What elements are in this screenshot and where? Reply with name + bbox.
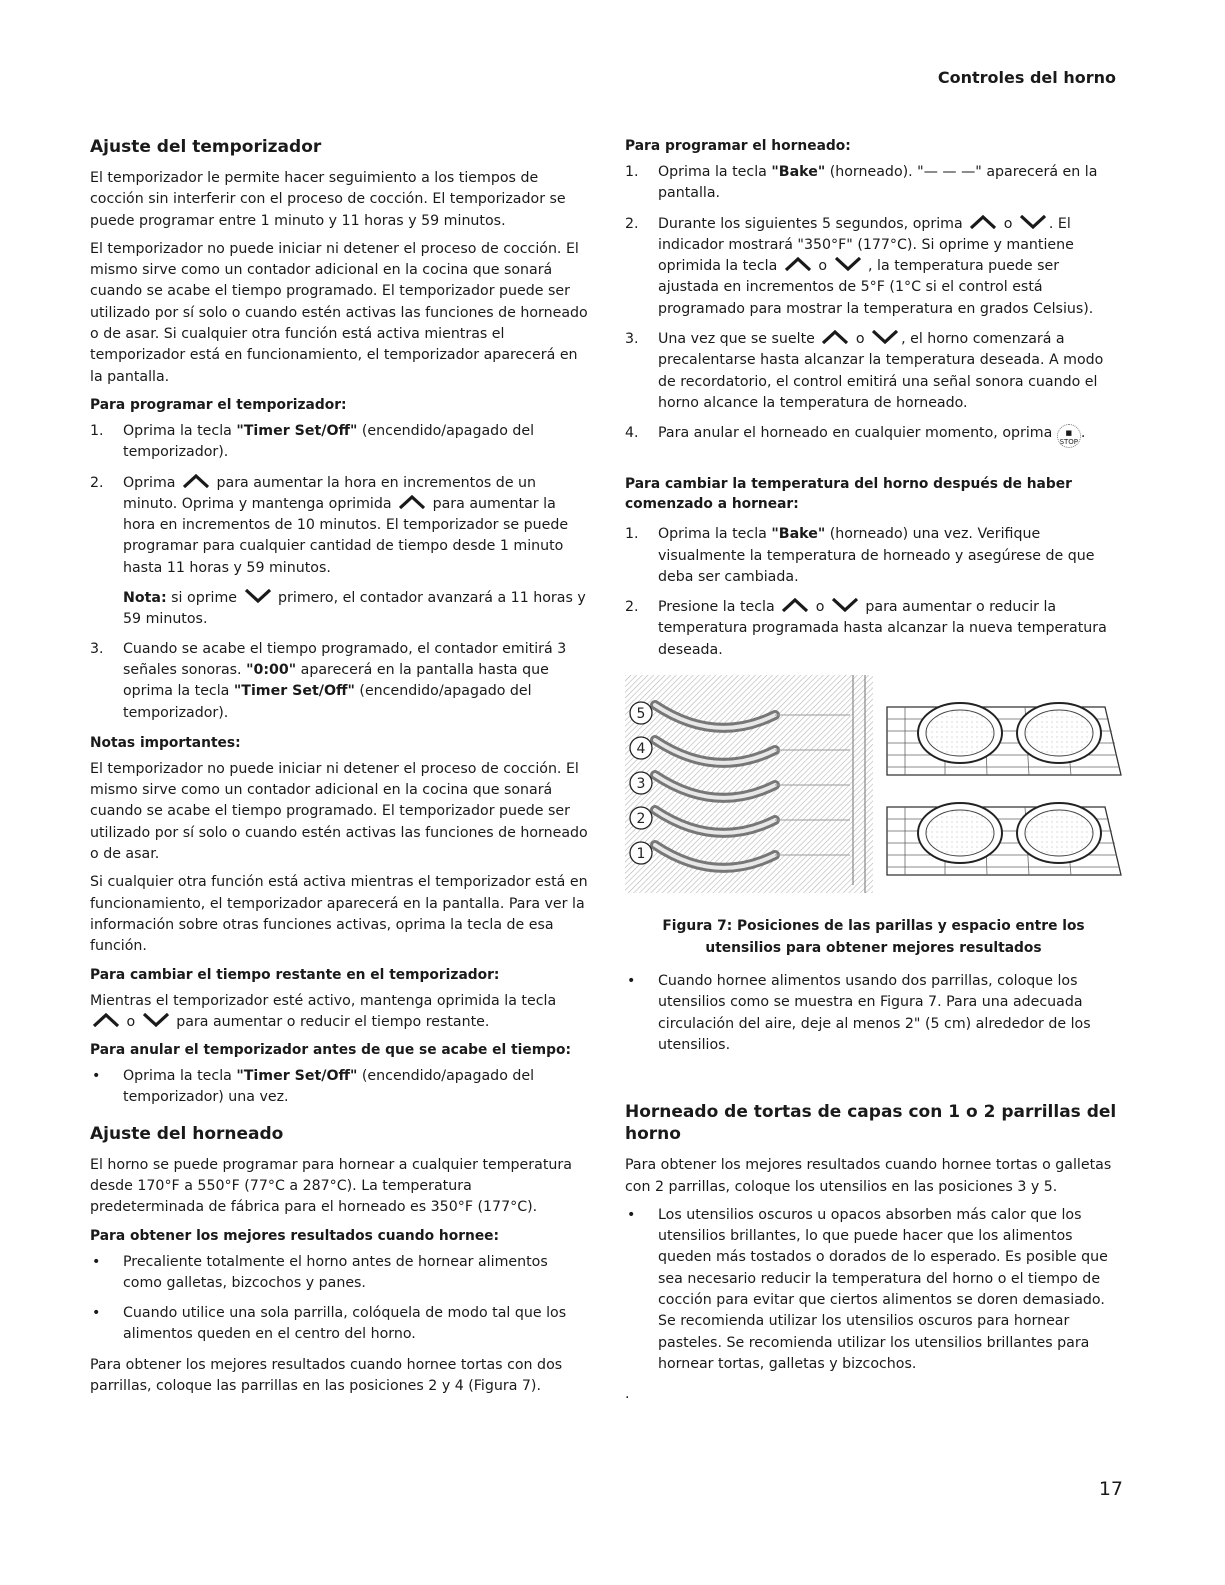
step-number: 1. — [625, 164, 639, 180]
important-notes-p1: El temporizador no puede iniciar ni detener el proceso de cocción. El mismo sirve como un contador adicional en la cocina que sonará cuando se acabe el tiempo programado. El temporizador puede ser utilizado por sí solo o cuando estén activas las funciones de horneado o de asar. — [90, 760, 588, 863]
down-arrow-icon — [244, 589, 272, 603]
list-item: 3. Cuando se acabe el tiempo programado, el contador emitirá 3 señales sonoras. "0:00" aparecerá en la pantalla hasta que oprima la tecla "Timer Set/Off" (encendido/apagado del temporizador). — [90, 640, 567, 721]
oven-side-wall — [625, 675, 873, 893]
cake-pan — [1017, 703, 1101, 763]
cancel-timer-title: Para anular el temporizador antes de que se acabe el tiempo: — [90, 1042, 572, 1059]
list-item: • Oprima la tecla "Timer Set/Off" (encendido/apagado del temporizador) una vez. — [92, 1068, 535, 1106]
bullet: • — [627, 1206, 636, 1223]
down-arrow-icon — [831, 598, 859, 612]
list-item: 1. Oprima la tecla "Bake" (horneado) una vez. Verifique visualmente la temperatura de horneado y asegúrese de que deba ser cambiada. — [625, 526, 1095, 585]
layer-cakes-intro: Para obtener los mejores resultados cuando hornee tortas o galletas con 2 parrillas, coloque los utensilios en las posiciones 3 y 5. — [625, 1157, 1112, 1195]
right-column — [625, 136, 1122, 1406]
rack-position-number: 4 — [636, 741, 646, 758]
left-column — [90, 136, 590, 1404]
program-timer-title: Para programar el temporizador: — [90, 396, 347, 413]
best-results-text: Para obtener los mejores resultados cuando hornee tortas con dos parrillas, coloque las parrillas en las posiciones 2 y 4 (Figura 7). — [90, 1356, 563, 1395]
list-item: • Precaliente totalmente el horno antes de hornear alimentos como galletas, bizcochos y panes. — [92, 1253, 548, 1291]
bullet: • — [92, 1068, 101, 1085]
up-arrow-icon — [182, 474, 210, 488]
step-number: 4. — [625, 425, 639, 442]
bullet: • — [627, 973, 636, 990]
step-number: 1. — [90, 422, 104, 439]
list-item: 3. Una vez que se suelte o , el horno comenzará a precalentarse hasta alcanzar la temperatura deseada. A modo de recordatorio, el control emitirá una señal sonora cuando el horno alcance la temperatura de horneado. — [625, 331, 1104, 411]
best-results-title: Para obtener los mejores resultados cuando hornee: — [90, 1227, 500, 1244]
list-item: 4. Para anular el horneado en cualquier momento, oprima ■ STOP. — [625, 425, 1086, 447]
down-arrow-icon — [142, 1013, 170, 1027]
list-item: • Cuando hornee alimentos usando dos parrillas, coloque los utensilios como se muestra en Figura 7. Para una adecuada circulación del aire, deje al menos 2" (5 cm) alrededor de los utensilios. — [627, 973, 1091, 1053]
note: Nota: si oprime primero, el contador avanzará a 11 horas y 59 minutos. — [123, 590, 586, 628]
up-arrow-icon — [398, 495, 426, 509]
step-number: 3. — [625, 331, 639, 348]
step-number: 3. — [90, 640, 104, 657]
step-number: 2. — [625, 599, 639, 616]
up-arrow-icon — [821, 330, 849, 344]
step-number: 2. — [625, 215, 639, 232]
timer-section-title: Ajuste del temporizador — [90, 137, 322, 157]
cake-pan — [918, 703, 1002, 763]
oven-racks — [887, 703, 1121, 875]
rack-position-number: 2 — [636, 811, 646, 828]
change-temperature-title: Para cambiar la temperatura del horno después de haber comenzado a hornear: — [625, 476, 1072, 513]
layer-cakes-title: Horneado de tortas de capas con 1 o 2 parrillas del horno — [625, 1102, 1117, 1145]
program-bake-title: Para programar el horneado: — [625, 138, 851, 154]
list-item: 1. Oprima la tecla "Timer Set/Off" (encendido/apagado del temporizador). — [90, 422, 535, 461]
list-item: 1. Oprima la tecla "Bake" (horneado). "— — —" aparecerá en la pantalla. — [625, 164, 1098, 202]
list-item: 2. Presione la tecla o para aumentar o reducir la temperatura programada hasta alcanzar la nueva temperatura deseada. — [625, 599, 1107, 658]
program-bake-steps — [625, 162, 1122, 448]
step-number: 1. — [625, 526, 639, 543]
bullet: • — [92, 1305, 101, 1322]
rack-position-number: 1 — [636, 846, 646, 863]
rack-position-number: 3 — [636, 776, 646, 793]
important-notes-p2: Si cualquier otra función está activa mientras el temporizador está en funcionamiento, el temporizador aparecerá en la pantalla. Para ver la información sobre otras funciones activas, oprima la tecla de esa función. — [90, 874, 588, 955]
list-item: • Cuando utilice una sola parrilla, colóquela de modo tal que los alimentos queden en el centro del horno. — [92, 1305, 567, 1343]
list-item: 2. Durante los siguientes 5 segundos, oprima o . El indicador mostrará "350°F" (177°C). Si oprime y mantiene oprimida la tecla o , la temperatura puede ser ajustada en incrementos de 5°F (1°C si el control está programado para mostrar la temperatura en grados Celsius). — [625, 215, 1094, 317]
up-arrow-icon — [781, 598, 809, 612]
change-timer-title: Para cambiar el tiempo restante en el temporizador: — [90, 966, 500, 983]
change-timer-text: Mientras el temporizador esté activo, mantenga oprimida la tecla o para aumentar o reducir el tiempo restante. — [90, 992, 557, 1030]
timer-intro: El temporizador le permite hacer seguimiento a los tiempos de cocción sin interferir con el proceso de cocción. El temporizador se puede programar entre 1 minuto y 11 horas y 59 minutos. — [90, 170, 566, 229]
up-arrow-icon — [92, 1013, 120, 1027]
cake-pan — [918, 803, 1002, 863]
stop-key-icon: ■ STOP — [1057, 424, 1081, 448]
down-arrow-icon — [834, 257, 862, 271]
list-item: 2. Oprima para aumentar la hora en incrementos de un minuto. Oprima y mantenga oprimida para aumentar la hora en incrementos de 10 minutos. El temporizador se puede programar para cualquier cantidad de tiempo desde 1 minuto hasta 11 horas y 59 minutos. — [90, 474, 569, 576]
bake-section-title: Ajuste del horneado — [90, 1123, 284, 1144]
down-arrow-icon — [871, 330, 899, 344]
change-temperature-steps — [625, 524, 1122, 661]
list-item: • Los utensilios oscuros u opacos absorben más calor que los utensilios brillantes, lo que puede hacer que los alimentos queden más tostados o dorados de lo esperado. Es posible que sea necesario reducir la temperatura del horno o el tiempo de cocción para evitar que ciertos alimentos se doren demasiado. Se recomienda utilizar los utensilios oscuros para hornear pasteles. Se recomienda utilizar los utensilios brillantes para hornear tortas, galletas y bizcochos. — [627, 1206, 1108, 1372]
up-arrow-icon — [969, 215, 997, 229]
timer-description: El temporizador no puede iniciar ni detener el proceso de cocción. El mismo sirve como un contador adicional en la cocina que sonará cuando se acabe el tiempo programado. El temporizador puede ser utilizado por sí solo o cuando estén activas las funciones de horneado o de asar. Si cualquier otra función está activa mientras el temporizador está en funcionamiento, el temporizador aparecerá en la pantalla. — [90, 240, 588, 385]
page-number: 17 — [1098, 1478, 1123, 1500]
figure-caption: Figura 7: Posiciones de las parillas y espacio entre los utensilios para obtener mejores resultados — [662, 918, 1085, 957]
section-header: Controles del horno — [937, 68, 1116, 87]
up-arrow-icon — [784, 257, 812, 271]
important-notes-title: Notas importantes: — [90, 734, 241, 751]
step-number: 2. — [90, 474, 104, 491]
stray-mark: . — [625, 1386, 630, 1403]
down-arrow-icon — [1019, 215, 1047, 229]
lower-rack — [887, 803, 1121, 875]
bake-intro: El horno se puede programar para hornear a cualquier temperatura desde 170°F a 550°F (77°C a 287°C). La temperatura predeterminada de fábrica para el horneado es 350°F (177°C). — [90, 1156, 572, 1216]
program-timer-steps — [90, 421, 590, 724]
cake-pan — [1017, 803, 1101, 863]
oven-rack-illustration — [625, 675, 1125, 903]
bullet: • — [92, 1253, 101, 1270]
upper-rack — [887, 703, 1121, 775]
rack-position-number: 5 — [636, 706, 646, 723]
figure-rack-positions — [625, 675, 1125, 903]
